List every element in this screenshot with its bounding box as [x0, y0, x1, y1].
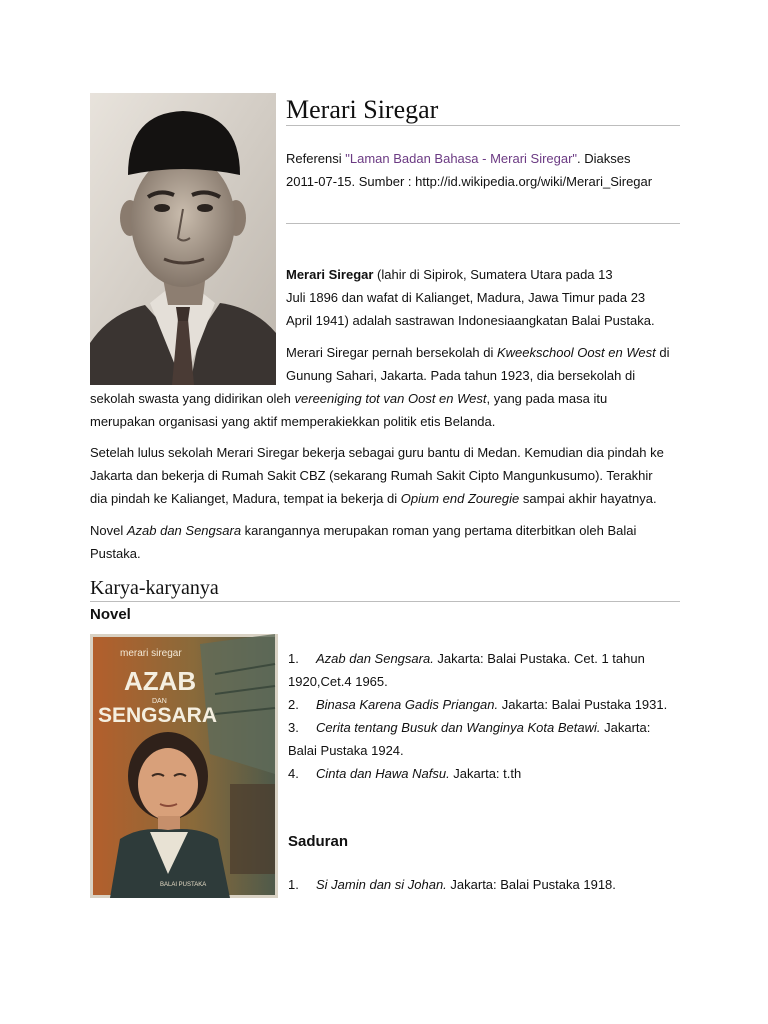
book-title: Binasa Karena Gadis Priangan. — [316, 697, 499, 712]
education-paragraph-bottom — [90, 387, 690, 433]
para-italic: vereeniging tot van Oost en West — [294, 391, 487, 406]
author-portrait — [90, 93, 276, 385]
book-cover — [90, 634, 278, 898]
intro-line: (lahir di Sipirok, Sumatera Utara pada 13 — [373, 267, 613, 282]
page-title: Merari Siregar — [286, 95, 439, 124]
reference-divider — [286, 223, 680, 224]
para-text: Pustaka. — [90, 546, 141, 561]
intro-line: Juli 1896 dan wafat di Kalianget, Madura, Jawa Timur pada 23 — [286, 290, 646, 305]
para-text: di — [655, 345, 670, 360]
list-item — [288, 647, 688, 693]
para-text: dia pindah ke Kalianget, Madura, tempat ia bekerja di — [90, 491, 401, 506]
book-detail: Jakarta: t.th — [449, 766, 522, 781]
para-text: Gunung Sahari, Jakarta. Pada tahun 1923, dia bersekolah di — [286, 368, 636, 383]
para-text: sampai akhir hayatnya. — [519, 491, 657, 506]
para-text: Setelah lulus sekolah Merari Siregar bekerja sebagai guru bantu di Medan. Kemudian dia pindah ke — [90, 445, 664, 460]
reference-link[interactable]: "Laman Badan Bahasa - Merari Siregar" — [345, 151, 578, 166]
book-title: Cinta dan Hawa Nafsu. — [316, 766, 450, 781]
intro-name: Merari Siregar — [286, 267, 374, 282]
list-number: 1. — [288, 651, 299, 666]
career-paragraph — [90, 441, 690, 510]
works-heading: Karya-karyanya — [90, 577, 219, 599]
saduran-heading: Saduran — [288, 833, 349, 850]
reference-block — [286, 147, 686, 193]
list-item — [288, 762, 688, 785]
cover-title-top: AZAB — [124, 666, 197, 696]
reference-prefix: Referensi — [286, 151, 346, 166]
list-item — [288, 873, 688, 896]
para-text: Novel — [90, 523, 127, 538]
book-title: Azab dan Sengsara. — [316, 651, 434, 666]
para-text: karangannya merupakan roman yang pertama diterbitkan oleh Balai — [241, 523, 637, 538]
para-text: , yang pada masa itu — [486, 391, 608, 406]
list-number: 4. — [288, 766, 299, 781]
book-title: Si Jamin dan si Johan. — [316, 877, 447, 892]
novel-paragraph — [90, 519, 690, 565]
works-divider — [90, 601, 680, 602]
para-italic: Kweekschool Oost en West — [497, 345, 656, 360]
reference-suffix: . Diakses — [577, 151, 631, 166]
book-detail: Jakarta: Balai Pustaka. Cet. 1 tahun — [433, 651, 645, 666]
novel-heading: Novel — [90, 606, 131, 623]
saduran-list — [288, 873, 688, 896]
book-detail: 1920,Cet.4 1965. — [288, 674, 388, 689]
intro-paragraph — [286, 263, 706, 332]
para-italic: Azab dan Sengsara — [126, 523, 242, 538]
book-detail: Jakarta: — [600, 720, 651, 735]
list-number: 3. — [288, 720, 299, 735]
cover-author: merari siregar — [120, 648, 182, 659]
book-detail: Jakarta: Balai Pustaka 1918. — [446, 877, 616, 892]
novel-list — [288, 647, 688, 785]
cover-title-bottom: SENGSARA — [98, 704, 218, 727]
title-divider — [286, 125, 680, 126]
list-number: 2. — [288, 697, 299, 712]
book-detail: Jakarta: Balai Pustaka 1931. — [498, 697, 668, 712]
book-title: Cerita tentang Busuk dan Wanginya Kota Betawi. — [316, 720, 601, 735]
cover-publisher: BALAI PUSTAKA — [160, 882, 207, 888]
list-item — [288, 716, 688, 762]
para-text: merupakan organisasi yang aktif memperakiekkan politik etis Belanda. — [90, 414, 496, 429]
reference-source: 2011-07-15. Sumber : http://id.wikipedia.org/wiki/Merari_Siregar — [286, 174, 653, 189]
list-number: 1. — [288, 877, 299, 892]
book-detail: Balai Pustaka 1924. — [288, 743, 404, 758]
para-text: Merari Siregar pernah bersekolah di — [286, 345, 497, 360]
cover-title-mid: DAN — [152, 698, 167, 705]
education-paragraph-top — [286, 341, 706, 387]
para-text: sekolah swasta yang didirikan oleh — [90, 391, 295, 406]
list-item — [288, 693, 688, 716]
para-italic: Opium end Zouregie — [400, 491, 520, 506]
para-text: Jakarta dan bekerja di Rumah Sakit CBZ (sekarang Rumah Sakit Cipto Mangunkusumo). Terakhir — [90, 468, 653, 483]
intro-line: April 1941) adalah sastrawan Indonesiaangkatan Balai Pustaka. — [286, 313, 655, 328]
